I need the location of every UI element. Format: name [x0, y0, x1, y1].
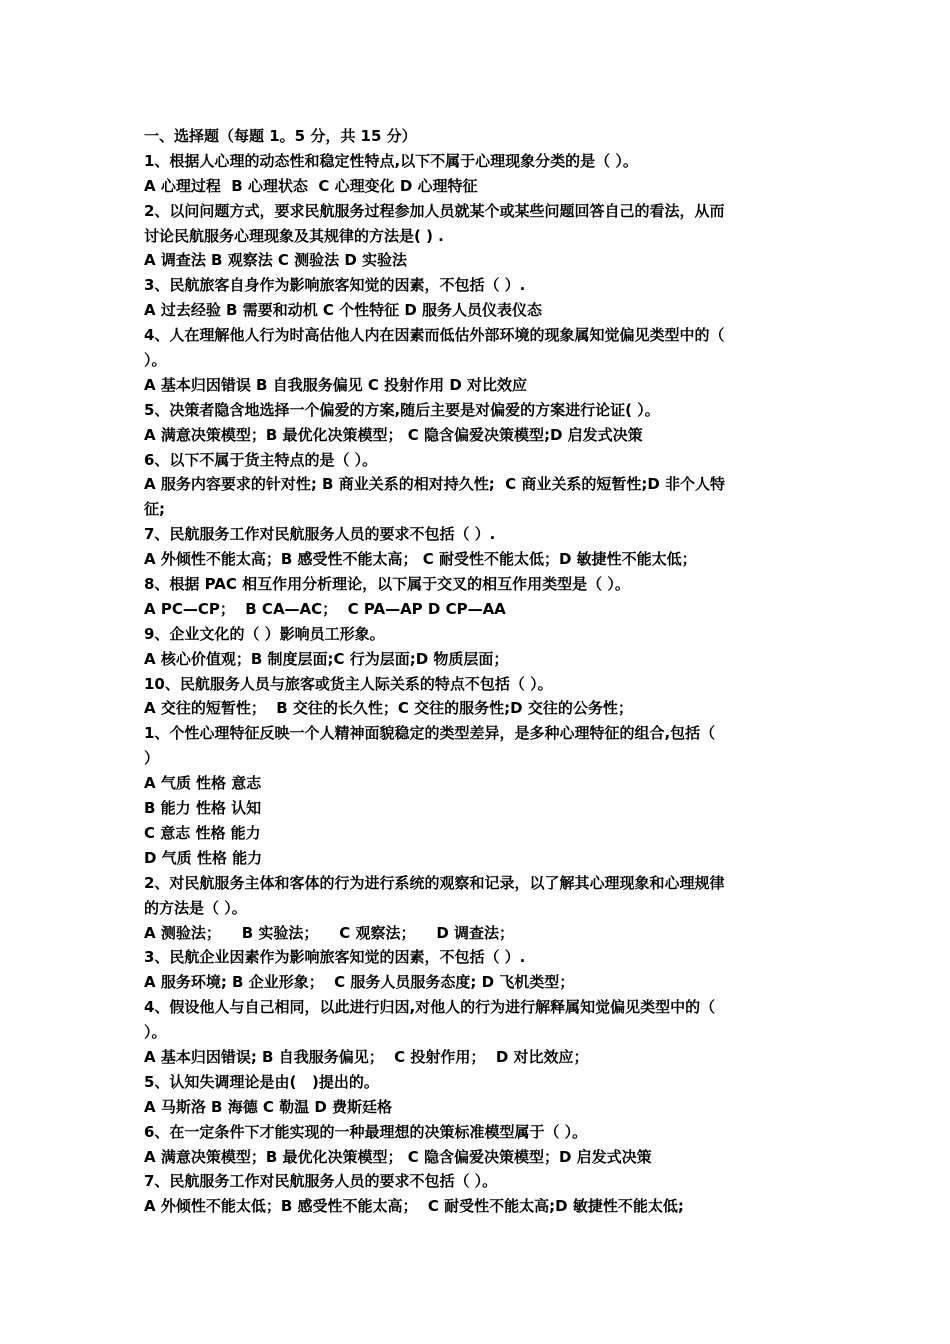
- text-line: 征;: [144, 500, 165, 519]
- text-line: 4、假设他人与自己相同，以此进行归因,对他人的行为进行解释属知觉偏见类型中的（: [144, 998, 716, 1017]
- text-line: 9、企业文化的（ ）影响员工形象。: [144, 624, 385, 643]
- text-line: A 外倾性不能太高；B 感受性不能太高； C 耐受性不能太低；D 敏捷性不能太低；: [144, 550, 697, 569]
- text-line: B 能力 性格 认知: [144, 799, 262, 818]
- text-line: A 满意决策模型；B 最优化决策模型； C 隐含偏爱决策模型；D 启发式决策: [144, 1147, 652, 1166]
- text-line: 1、根据人心理的动态性和稳定性特点,以下不属于心理现象分类的是（ ）。: [144, 151, 638, 170]
- text-line: ）。: [144, 1023, 167, 1042]
- text-line: ）。: [144, 351, 167, 370]
- text-line: D 气质 性格 能力: [144, 848, 263, 867]
- text-line: 3、民航旅客自身作为影响旅客知觉的因素，不包括（ ）.: [144, 276, 526, 295]
- text-line: 2、以问问题方式，要求民航服务过程参加人员就某个或某些问题回答自己的看法，从而: [144, 201, 725, 220]
- text-line: 8、根据 PAC 相互作用分析理论，以下属于交叉的相互作用类型是（ ）。: [144, 575, 630, 594]
- text-line: A 服务环境; B 企业形象； C 服务人员服务态度; D 飞机类型；: [144, 973, 575, 992]
- text-line: 4、人在理解他人行为时高估他人内在因素而低估外部环境的现象属知觉偏见类型中的（: [144, 326, 725, 345]
- text-line: A 气质 性格 意志: [144, 774, 262, 793]
- text-line: 7、民航服务工作对民航服务人员的要求不包括（ ）.: [144, 525, 496, 544]
- text-line: A 过去经验 B 需要和动机 C 个性特征 D 服务人员仪表仪态: [144, 301, 543, 320]
- text-line: 1、个性心理特征反映一个人精神面貌稳定的类型差异，是多种心理特征的组合,包括（: [144, 724, 716, 743]
- text-line: 6、以下不属于货主特点的是（ ）。: [144, 450, 378, 469]
- text-line: A 外倾性不能太低；B 感受性不能太高； C 耐受性不能太高;D 敏捷性不能太低;: [144, 1197, 684, 1216]
- text-line: A 心理过程 B 心理状态 C 心理变化 D 心理特征: [144, 176, 478, 195]
- text-line: A 调查法 B 观察法 C 测验法 D 实验法: [144, 251, 408, 270]
- text-line: 讨论民航服务心理现象及其规律的方法是( ) .: [144, 226, 444, 245]
- text-line: 3、民航企业因素作为影响旅客知觉的因素，不包括（ ）.: [144, 948, 526, 967]
- text-line: A 马斯洛 B 海德 C 勒温 D 费斯廷格: [144, 1097, 393, 1116]
- text-line: 10、民航服务人员与旅客或货主人际关系的特点不包括（ ）。: [144, 674, 553, 693]
- text-line: A 交往的短暂性； B 交往的长久性；C 交往的服务性;D 交往的公务性；: [144, 699, 633, 718]
- text-line: C 意志 性格 能力: [144, 823, 261, 842]
- text-line: A 服务内容要求的针对性; B 商业关系的相对持久性; C 商业关系的短暂性;D 非个人特: [144, 475, 726, 494]
- text-line: 5、认知失调理论是由( )提出的。: [144, 1072, 379, 1091]
- text-line: 的方法是（ ）。: [144, 898, 247, 917]
- text-line: 一、选择题（每题 1。5 分，共 15 分）: [144, 127, 417, 145]
- text-line: 6、在一定条件下才能实现的一种最理想的决策标准模型属于（ ）。: [144, 1122, 588, 1141]
- text-line: A 核心价值观；B 制度层面;C 行为层面;D 物质层面；: [144, 649, 509, 668]
- text-line: ）: [144, 749, 160, 768]
- text-line: 5、决策者隐含地选择一个偏爱的方案,随后主要是对偏爱的方案进行论证( ）。: [144, 400, 660, 419]
- text-line: A 满意决策模型；B 最优化决策模型； C 隐含偏爱决策模型;D 启发式决策: [144, 425, 643, 444]
- text-line: A 测验法； B 实验法； C 观察法； D 调查法；: [144, 923, 515, 942]
- text-line: 7、民航服务工作对民航服务人员的要求不包括（ ）。: [144, 1172, 498, 1191]
- text-line: A 基本归因错误 B 自我服务偏见 C 投射作用 D 对比效应: [144, 375, 528, 394]
- text-line: A 基本归因错误; B 自我服务偏见； C 投射作用； D 对比效应；: [144, 1047, 589, 1066]
- question-list: [144, 124, 814, 1219]
- text-line: 2、对民航服务主体和客体的行为进行系统的观察和记录，以了解其心理现象和心理规律: [144, 873, 725, 892]
- text-line: A PC—CP； B CA—AC； C PA—AP D CP—AA: [144, 599, 506, 618]
